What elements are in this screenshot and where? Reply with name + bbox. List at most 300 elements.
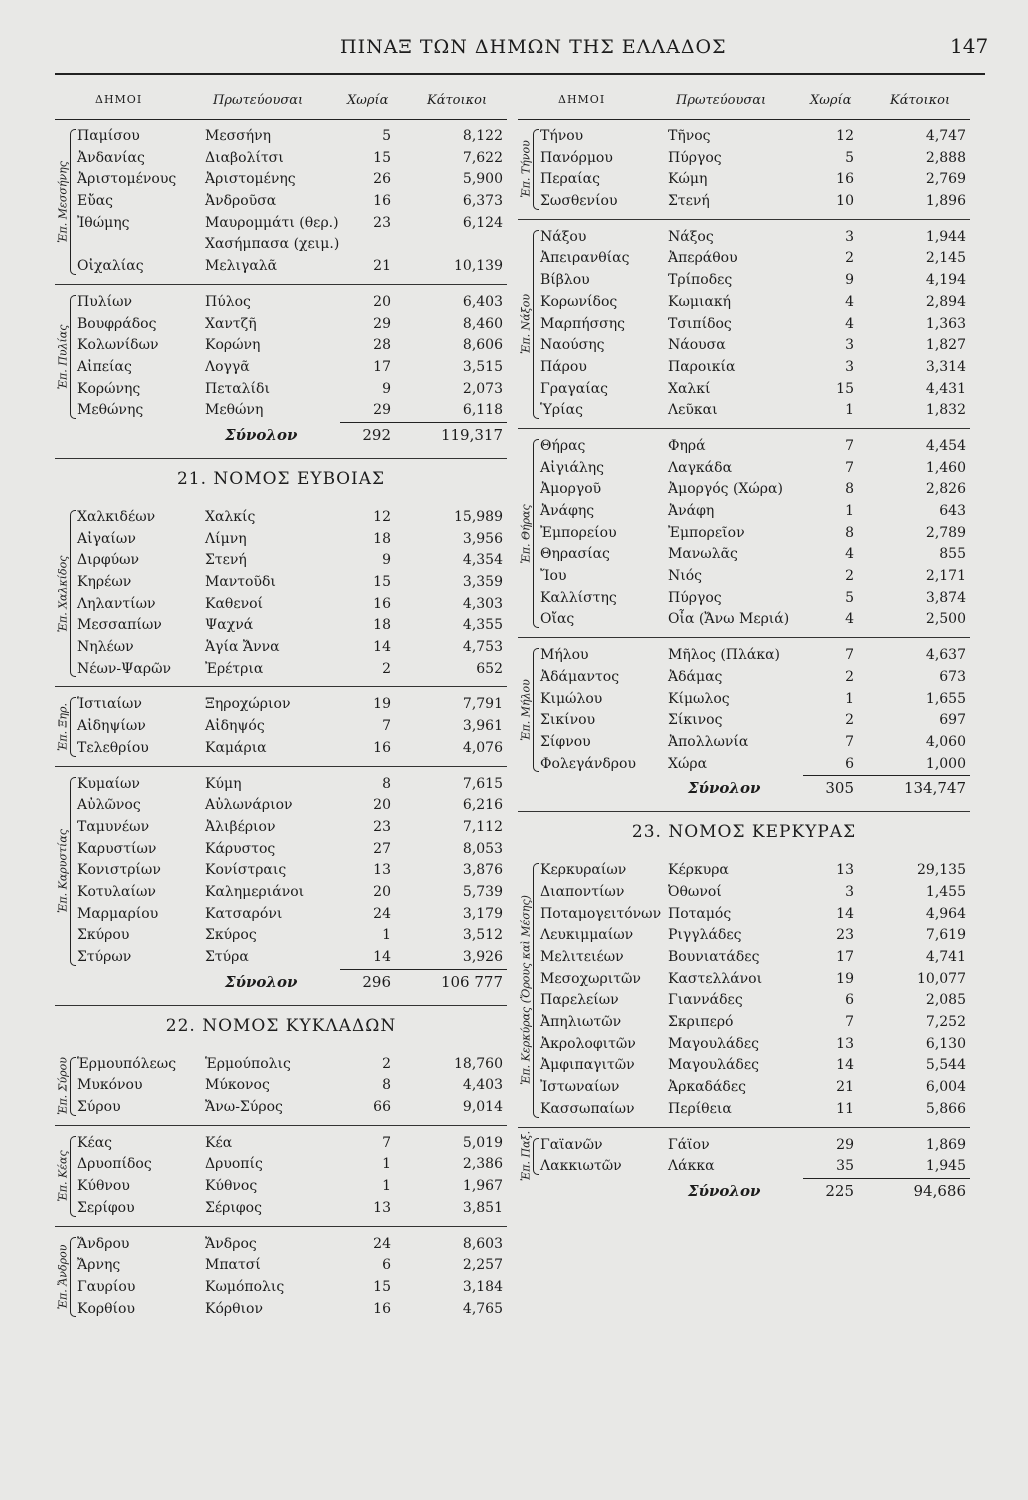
column-header-seat: Πρωτεύουσαι — [213, 93, 304, 108]
municipality-name: Ληλαντίων — [77, 595, 156, 612]
province-label-text: Ἐπ. Θήρας — [519, 503, 533, 564]
municipality-name: Κονιστρίων — [77, 862, 161, 879]
inhabitants-count: 2,888 — [925, 149, 966, 166]
municipality-name: Ἐμπορείου — [540, 524, 617, 541]
page-title: ΠΙΝΑΞ ΤΩΝ ΔΗΜΩΝ ΤΗΣ ΕΛΛΑΔΟΣ — [340, 36, 727, 58]
province-label-text: Ἐπ. Μήλου — [519, 679, 533, 742]
inhabitants-count: 10,077 — [917, 970, 966, 987]
municipality-name: Μαρπήσσης — [540, 315, 625, 332]
inhabitants-count: 1,896 — [925, 193, 966, 210]
villages-count: 5 — [845, 589, 854, 606]
villages-count: 21 — [836, 1079, 854, 1096]
capital-name: Κωμόπολις — [205, 1278, 285, 1295]
inhabitants-count: 1,967 — [462, 1178, 503, 1195]
villages-count: 13 — [373, 862, 391, 879]
villages-count: 24 — [373, 1235, 391, 1252]
villages-count: 9 — [382, 380, 391, 397]
inhabitants-count: 18,760 — [454, 1055, 503, 1072]
inhabitants-count: 1,827 — [925, 337, 966, 354]
table-row — [55, 716, 507, 738]
inhabitants-count: 8,603 — [462, 1235, 503, 1252]
table-row — [518, 248, 970, 270]
page-header — [0, 32, 1028, 62]
capital-name: Αὐλωνάριον — [205, 797, 293, 814]
table-row — [518, 227, 970, 249]
capital-name: Κέα — [205, 1134, 233, 1151]
table-row — [55, 1176, 507, 1198]
inhabitants-count: 3,961 — [462, 718, 503, 735]
inhabitants-count: 2,789 — [925, 524, 966, 541]
table-row — [518, 523, 970, 545]
table-row — [518, 1055, 970, 1077]
inhabitants-count: 2,257 — [462, 1257, 503, 1274]
capital-name: Γιαννάδες — [668, 992, 743, 1009]
group-divider — [55, 284, 507, 286]
villages-count: 7 — [845, 647, 854, 664]
municipality-name: Γαϊανῶν — [540, 1136, 603, 1153]
municipality-name: Θηρασίας — [540, 546, 610, 563]
inhabitants-count: 4,355 — [462, 617, 503, 634]
capital-name: Ὀθωνοί — [668, 883, 722, 900]
capital-name: Μεσσήνη — [205, 128, 271, 144]
table-row — [55, 795, 507, 817]
capital-name: Ἀπεράθου — [668, 250, 738, 267]
villages-count: 8 — [845, 524, 854, 541]
villages-count: 4 — [845, 315, 854, 332]
inhabitants-count: 697 — [939, 712, 966, 729]
villages-count: 5 — [845, 149, 854, 166]
inhabitants-count: 6,124 — [462, 214, 503, 231]
villages-count: 11 — [836, 1100, 854, 1117]
total-row — [55, 422, 507, 448]
villages-count: 13 — [836, 1035, 854, 1052]
inhabitants-count: 1,455 — [925, 883, 966, 900]
municipality-name: Ἴου — [540, 568, 567, 585]
table-row — [55, 774, 507, 796]
villages-count: 23 — [373, 214, 391, 231]
inhabitants-count: 4,741 — [925, 949, 966, 965]
inhabitants-count: 673 — [939, 668, 966, 685]
inhabitants-count: 5,866 — [925, 1100, 966, 1117]
province-group — [55, 126, 507, 278]
table-row — [518, 357, 970, 379]
capital-name: Βουνιατάδες — [668, 949, 760, 965]
villages-count: 20 — [373, 797, 391, 814]
right-column — [518, 85, 970, 1204]
province-group — [55, 1054, 507, 1119]
inhabitants-count: 855 — [939, 546, 966, 563]
capital-name: Τσιπίδος — [668, 315, 732, 332]
inhabitants-count: 4,747 — [925, 128, 966, 144]
table-row — [518, 148, 970, 170]
table-row — [518, 947, 970, 969]
inhabitants-count: 3,876 — [462, 862, 503, 879]
municipality-name: Καλλίστης — [540, 589, 617, 606]
inhabitants-count: 7,112 — [462, 818, 503, 835]
capital-name: Καμάρια — [205, 739, 267, 756]
municipality-name: Μυκόνου — [77, 1077, 143, 1094]
inhabitants-count: 3,515 — [462, 358, 503, 375]
inhabitants-count: 2,171 — [925, 568, 966, 585]
inhabitants-count: 1,869 — [925, 1136, 966, 1153]
total-inhabitants: 134,747 — [903, 779, 966, 798]
inhabitants-count: 2,894 — [925, 293, 966, 310]
province-group — [55, 774, 507, 969]
villages-count: 18 — [373, 530, 391, 547]
villages-count: 16 — [373, 1300, 391, 1317]
total-label: Σύνολον — [225, 972, 298, 991]
municipality-name: Κηρέων — [77, 574, 132, 590]
inhabitants-count: 6,130 — [925, 1035, 966, 1052]
municipality-name: Σωσθενίου — [540, 193, 618, 210]
capital-name: Μεθώνη — [205, 402, 264, 419]
column-header-inhabitants: Κάτοικοι — [427, 93, 488, 108]
inhabitants-count: 6,004 — [925, 1079, 966, 1096]
table-row — [55, 659, 507, 681]
villages-count: 21 — [373, 258, 391, 275]
inhabitants-count: 7,619 — [925, 927, 966, 944]
villages-count: 29 — [373, 402, 391, 419]
capital-name: Πύργος — [668, 589, 722, 606]
table-row — [518, 710, 970, 732]
province-label-text: Ἐπ. Ξηρ. — [56, 703, 70, 751]
municipality-name: Σκύρου — [77, 927, 130, 944]
villages-count: 15 — [373, 574, 391, 590]
province-label-text: Ἐπ. Χαλκίδος — [56, 555, 70, 633]
villages-count: 1 — [382, 1178, 391, 1195]
inhabitants-count: 3,956 — [462, 530, 503, 547]
capital-name: Κορώνη — [205, 337, 261, 354]
inhabitants-count: 4,431 — [925, 380, 966, 397]
inhabitants-count: 5,544 — [925, 1057, 966, 1074]
villages-count: 2 — [845, 712, 854, 729]
municipality-name: Πανόρμου — [540, 149, 613, 166]
villages-count: 10 — [836, 193, 854, 210]
inhabitants-count: 643 — [939, 503, 966, 519]
total-row — [518, 1178, 970, 1204]
table-row — [518, 667, 970, 689]
municipality-name: Περαίας — [540, 171, 600, 188]
province-label-text: Ἐπ. Παξ. — [519, 1131, 533, 1182]
inhabitants-count: 3,314 — [925, 358, 966, 375]
inhabitants-count: 652 — [476, 660, 503, 677]
province-group — [55, 1234, 507, 1321]
villages-count: 7 — [845, 733, 854, 750]
province-group — [518, 436, 970, 631]
villages-count: 12 — [836, 128, 854, 144]
municipality-name: Πυλίων — [77, 293, 133, 310]
capital-name: Λαγκάδα — [668, 459, 733, 476]
villages-count: 7 — [382, 1134, 391, 1151]
table-row — [55, 314, 507, 336]
table-row — [518, 191, 970, 213]
total-label: Σύνολον — [225, 425, 298, 444]
capital-name: Κέρκυρα — [668, 862, 729, 879]
table-row — [518, 860, 970, 882]
table-row — [518, 925, 970, 947]
villages-count: 7 — [382, 718, 391, 735]
table-row — [518, 436, 970, 458]
province-label-text: Ἐπ. Νάξου — [519, 294, 533, 355]
province-group — [518, 1131, 970, 1182]
villages-count: 18 — [373, 617, 391, 634]
villages-count: 7 — [845, 459, 854, 476]
capital-name: Ἀνδροῦσα — [205, 193, 277, 210]
municipality-name: Μεσσαπίων — [77, 617, 162, 634]
municipality-name: Αἰδηψίων — [77, 718, 146, 735]
total-inhabitants: 106 777 — [440, 972, 503, 991]
nomos-heading: 21. ΝΟΜΟΣ ΕΥΒΟΙΑΣ — [55, 458, 507, 501]
municipality-name: Ἀνδανίας — [77, 149, 145, 166]
table-row — [55, 1277, 507, 1299]
table-row — [55, 817, 507, 839]
municipality-name: Πάρου — [540, 358, 587, 375]
capital-name: Ἄνδρος — [205, 1235, 257, 1252]
villages-count: 27 — [373, 840, 391, 857]
capital-name: Κωμιακή — [668, 293, 732, 310]
table-row — [55, 1075, 507, 1097]
capital-name: Πύλος — [205, 293, 251, 310]
villages-count: 14 — [836, 905, 854, 922]
inhabitants-count: 4,454 — [925, 437, 966, 454]
table-row — [518, 314, 970, 336]
inhabitants-count: 6,118 — [462, 402, 503, 419]
capital-name: Χαλκίς — [205, 508, 256, 525]
villages-count: 12 — [373, 508, 391, 525]
inhabitants-count: 2,826 — [925, 481, 966, 498]
municipality-name: Λευκιμμαίων — [540, 927, 634, 944]
villages-count: 8 — [382, 775, 391, 792]
municipality-name: Κοτυλαίων — [77, 883, 156, 900]
capital-name: Σίκινος — [668, 712, 723, 729]
table-row — [55, 379, 507, 401]
inhabitants-count: 4,303 — [462, 595, 503, 612]
province-label-text: Ἐπ. Σύρου — [56, 1057, 70, 1116]
municipality-name: Νέων-Ψαρῶν — [77, 660, 172, 677]
capital-name: Μπατσί — [205, 1257, 261, 1274]
province-group — [518, 227, 970, 422]
municipality-name: Διρφύων — [77, 552, 140, 569]
table-row — [55, 507, 507, 529]
inhabitants-count: 3,359 — [462, 574, 503, 590]
table-row — [55, 947, 507, 969]
capital-name: Ξηροχώριον — [205, 696, 291, 713]
table-row — [55, 1097, 507, 1119]
capital-name: Σκριπερό — [668, 1014, 734, 1031]
villages-count: 14 — [373, 949, 391, 965]
table-row — [518, 732, 970, 754]
inhabitants-count: 3,926 — [462, 949, 503, 965]
inhabitants-count: 4,194 — [925, 272, 966, 289]
municipality-name: Ἰστωναίων — [540, 1079, 620, 1096]
capital-name: Ἀλιβέριον — [205, 818, 276, 835]
villages-count: 19 — [373, 696, 391, 713]
table-row — [518, 400, 970, 422]
inhabitants-count: 8,460 — [462, 315, 503, 332]
capital-name: Καστελλάνοι — [668, 970, 763, 987]
inhabitants-count: 4,964 — [925, 905, 966, 922]
municipality-name: Μεθώνης — [77, 402, 144, 419]
nomos-heading: 23. ΝΟΜΟΣ ΚΕΡΚΥΡΑΣ — [518, 811, 970, 854]
inhabitants-count: 4,354 — [462, 552, 503, 569]
municipality-name: Νάξου — [540, 228, 587, 245]
capital-name: Τρίποδες — [668, 272, 733, 289]
table-row — [518, 458, 970, 480]
table-row — [518, 969, 970, 991]
capital-name: Κύθνος — [205, 1178, 258, 1195]
table-header — [518, 85, 970, 120]
municipality-name: Στύρων — [77, 949, 132, 965]
inhabitants-count: 15,989 — [454, 508, 503, 525]
province-label-text: Ἐπ. Ἄνδρου — [56, 1244, 70, 1310]
capital-name: Χώρα — [668, 755, 708, 772]
municipality-name: Ἀδάμαντος — [540, 668, 620, 685]
municipality-name: Παρελείων — [540, 992, 619, 1009]
inhabitants-count: 2,386 — [462, 1156, 503, 1173]
municipality-name: Καρυστίων — [77, 840, 157, 857]
municipality-name: Οἴας — [540, 611, 575, 628]
capital-name: Στύρα — [205, 949, 249, 965]
villages-count: 1 — [845, 690, 854, 707]
capital-name: Καθενοί — [205, 595, 264, 612]
total-label: Σύνολον — [688, 1181, 761, 1200]
capital-name: Χαλκί — [668, 380, 711, 397]
villages-count: 4 — [845, 293, 854, 310]
villages-count: 6 — [845, 992, 854, 1009]
group-divider — [518, 428, 970, 430]
municipality-name: Κορώνης — [77, 380, 141, 397]
municipality-name: Κερκυραίων — [540, 862, 627, 879]
municipality-name: Ἱστιαίων — [77, 696, 142, 713]
table-row — [55, 191, 507, 213]
villages-count: 1 — [382, 927, 391, 944]
municipality-name: Ἀριστομένους — [77, 171, 177, 188]
total-villages: 305 — [825, 779, 854, 798]
province-group — [55, 507, 507, 681]
capital-name: Περίθεια — [668, 1100, 732, 1117]
capital-name: Σκύρος — [205, 927, 257, 944]
capital-name: Κάρυστος — [205, 840, 276, 857]
page-number: 147 — [950, 34, 989, 58]
inhabitants-count: 4,403 — [462, 1077, 503, 1094]
table-row — [518, 479, 970, 501]
municipality-name: Χαλκιδέων — [77, 508, 156, 525]
municipality-name: Σύρου — [77, 1099, 121, 1116]
villages-count: 15 — [373, 1278, 391, 1295]
table-row — [518, 544, 970, 566]
villages-count: 7 — [845, 437, 854, 454]
inhabitants-count: 2,145 — [925, 250, 966, 267]
villages-count: 16 — [836, 171, 854, 188]
table-row — [518, 645, 970, 667]
municipality-name: Κορωνίδος — [540, 293, 618, 310]
municipality-name: Τήνου — [540, 128, 584, 144]
municipality-name: Μεσοχωριτῶν — [540, 970, 641, 987]
villages-count: 2 — [382, 660, 391, 677]
table-row — [55, 169, 507, 191]
table-row — [55, 1054, 507, 1076]
table-row — [518, 1099, 970, 1121]
municipality-name: Ναούσης — [540, 337, 605, 354]
villages-count: 6 — [382, 1257, 391, 1274]
capital-name: Ἀμοργός (Χώρα) — [668, 481, 783, 498]
inhabitants-count: 5,739 — [462, 883, 503, 900]
villages-count: 26 — [373, 171, 391, 188]
table-row — [55, 594, 507, 616]
municipality-name: Σικίνου — [540, 712, 596, 729]
municipality-name: Βίβλου — [540, 272, 590, 289]
municipality-name: Νηλέων — [77, 639, 134, 656]
table-row — [55, 572, 507, 594]
capital-name: Χαντζῆ — [205, 315, 257, 332]
group-divider — [55, 766, 507, 768]
capital-name: Μύκονος — [205, 1077, 270, 1094]
municipality-name: Γραγαίας — [540, 380, 609, 397]
municipality-name: Αἰγαίων — [77, 530, 136, 547]
villages-count: 6 — [845, 755, 854, 772]
inhabitants-count: 5,900 — [462, 171, 503, 188]
villages-count: 23 — [373, 818, 391, 835]
inhabitants-count: 3,184 — [462, 1278, 503, 1295]
capital-name: Δρυοπίς — [205, 1156, 263, 1173]
table-row — [518, 754, 970, 776]
inhabitants-count: 4,060 — [925, 733, 966, 750]
column-header-inhabitants: Κάτοικοι — [890, 93, 951, 108]
inhabitants-count: 2,769 — [925, 171, 966, 188]
inhabitants-count: 4,076 — [462, 739, 503, 756]
municipality-name: Ἀπηλιωτῶν — [540, 1014, 622, 1031]
municipality-name: Ταμυνέων — [77, 818, 150, 835]
municipality-name: Εὔας — [77, 193, 114, 210]
table-row — [518, 1012, 970, 1034]
municipality-name: Αἰγιάλης — [540, 459, 605, 476]
villages-count: 2 — [382, 1055, 391, 1072]
capital-name: Στενή — [668, 193, 710, 210]
capital-name: Ἐρέτρια — [205, 660, 264, 677]
total-villages: 296 — [362, 972, 391, 991]
inhabitants-count: 3,512 — [462, 927, 503, 944]
header-rule — [55, 73, 985, 75]
nomos-heading: 22. ΝΟΜΟΣ ΚΥΚΛΑΔΩΝ — [55, 1005, 507, 1048]
table-row — [518, 1034, 970, 1056]
table-row — [55, 213, 507, 235]
total-row — [518, 775, 970, 801]
group-divider — [55, 1125, 507, 1127]
capital-name: Οἶα (Ἄνω Μεριά) — [668, 611, 790, 628]
capital-name: Νιός — [668, 568, 703, 585]
inhabitants-count: 8,053 — [462, 840, 503, 857]
column-header-seat: Πρωτεύουσαι — [676, 93, 767, 108]
inhabitants-count: 4,753 — [462, 639, 503, 656]
municipality-name: Κολωνίδων — [77, 337, 159, 354]
capital-name: Γάϊον — [668, 1136, 710, 1153]
table-row — [55, 292, 507, 314]
municipality-name: Κορθίου — [77, 1300, 135, 1317]
municipality-name: Γαυρίου — [77, 1278, 136, 1295]
municipality-name: Ὑρίας — [540, 402, 583, 419]
capital-name: Ἑρμούπολις — [205, 1055, 291, 1072]
province-label-text: Ἐπ. Μεσσήνης — [56, 160, 70, 243]
total-inhabitants: 94,686 — [913, 1181, 966, 1200]
inhabitants-count: 6,403 — [462, 293, 503, 310]
villages-count: 35 — [836, 1158, 854, 1175]
table-row — [518, 566, 970, 588]
table-row — [55, 694, 507, 716]
capital-name: Φηρά — [668, 437, 706, 454]
municipality-name: Τελεθρίου — [77, 739, 149, 756]
municipality-name: Δρυοπίδος — [77, 1156, 152, 1173]
villages-count: 3 — [845, 358, 854, 375]
